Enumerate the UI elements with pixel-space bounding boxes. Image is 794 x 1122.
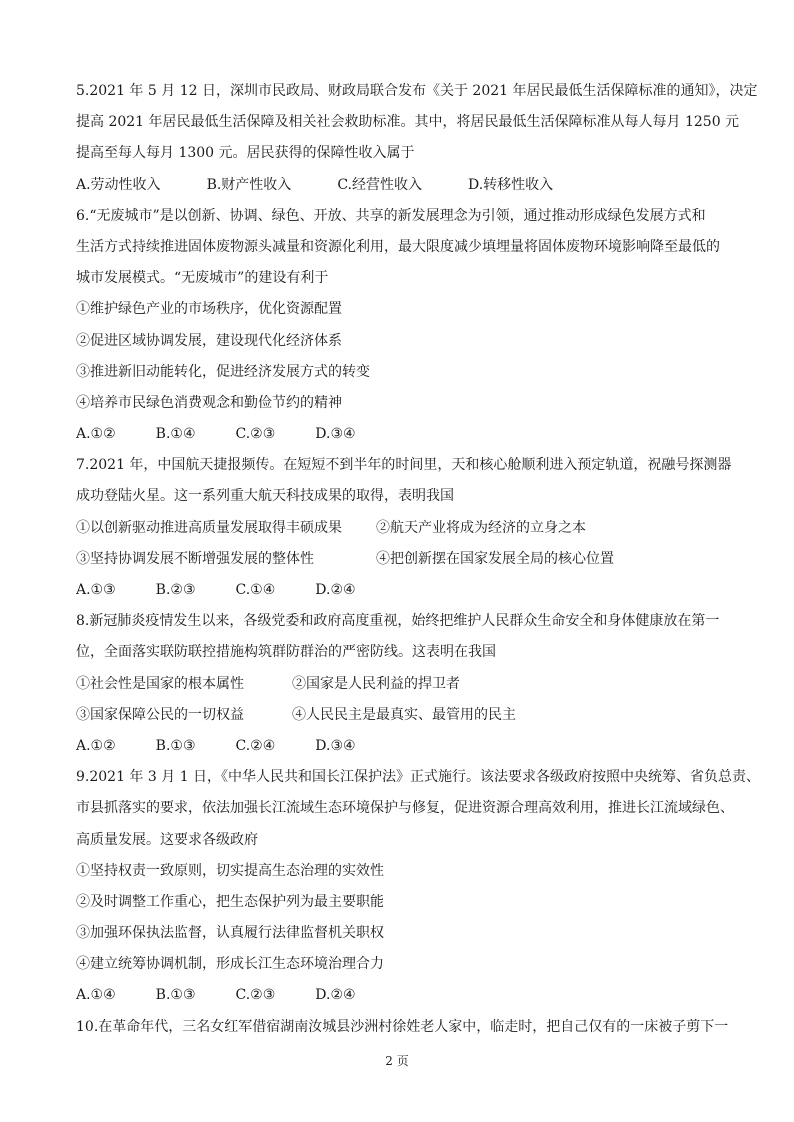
option-d: D.转移性收入: [467, 176, 554, 193]
question-10: [76, 1012, 729, 1043]
question-stem-line: 9.2021 年 3 月 1 日，《中华人民共和国长江保护法》正式施行。该法要求各级政府按照中央统筹、省负总责、: [76, 769, 761, 786]
option-a: A.①④: [76, 987, 116, 1004]
question-stem-line: 城市发展模式。“无废城市”的建设有利于: [76, 270, 329, 287]
answer-options: [76, 170, 722, 201]
answer-options: [76, 575, 722, 606]
question-stem-line: 市县抓落实的要求，依法加强长江流域生态环境保护与修复，促进资源合理高效利用，推进长江流域绿色、: [76, 800, 734, 817]
option-a: A.劳动性收入: [76, 176, 161, 193]
option-c: C.②④: [235, 737, 276, 754]
option-c: C.②③: [235, 987, 276, 1004]
answer-options: [76, 980, 722, 1011]
question-stem-line: 生活方式持续推进固体废物源头减量和资源化利用，最大限度减少填埋量将固体废物环境影响降至最低的: [76, 238, 720, 255]
question-5: [76, 76, 758, 201]
option-d: D.②④: [315, 582, 356, 598]
statement-row: [76, 669, 722, 700]
question-stem-line: 6.“无废城市”是以创新、协调、绿色、开放、共享的新发展理念为引领，通过推动形成绿色发展方式和: [76, 207, 706, 224]
statement-item: ①以创新驱动推进高质量发展取得丰硕成果: [76, 519, 342, 536]
statement-item: ②促进区域协调发展，建设现代化经济体系: [76, 332, 342, 349]
statement-item: ②航天产业将成为经济的立身之本: [376, 519, 586, 536]
option-b: B.②③: [155, 582, 196, 598]
question-stem-line: 10.在革命年代，三名女红军借宿湖南汝城县沙洲村徐姓老人家中，临走时，把自己仅有的一床被子剪下一: [76, 1018, 729, 1035]
statement-item: ①社会性是国家的根本属性: [76, 675, 244, 692]
question-stem-line: 5.2021 年 5 月 12 日，深圳市民政局、财政局联合发布《关于 2021 年居民最低生活保障标准的通知》，决定: [76, 83, 758, 99]
statement-row: [76, 513, 722, 544]
statement-item: ③国家保障公民的一切权益: [76, 706, 244, 723]
question-stem-line: 位，全面落实联防联控措施构筑群防群治的严密防线。这表明在我国: [76, 644, 496, 661]
option-a: A.①②: [76, 737, 116, 754]
question-8: [76, 606, 722, 762]
option-b: B.①④: [155, 426, 196, 443]
question-7: [76, 450, 732, 606]
answer-options: [76, 731, 722, 762]
page-number: 2 页: [385, 1054, 409, 1068]
statement-item: ④人民民主是最真实、最管用的民主: [292, 706, 516, 723]
answer-options: [76, 419, 722, 450]
option-d: D.②④: [315, 987, 356, 1004]
question-stem-line: 高质量发展。这要求各级政府: [76, 831, 258, 848]
option-a: A.①②: [76, 426, 116, 443]
statement-row: [76, 544, 722, 575]
statement-item: ④建立统筹协调机制，形成长江生态环境治理合力: [76, 956, 384, 973]
option-c: C.经营性收入: [337, 176, 422, 193]
statement-item: ④培养市民绿色消费观念和勤俭节约的精神: [76, 394, 342, 411]
option-d: D.③④: [315, 737, 356, 754]
question-6: [76, 201, 722, 451]
option-b: B.财产性收入: [206, 176, 292, 193]
exam-page: [76, 76, 761, 1043]
option-b: B.①③: [155, 737, 196, 754]
question-9: [76, 762, 761, 1012]
statement-item: ①维护绿色产业的市场秩序，优化资源配置: [76, 301, 342, 318]
statement-item: ①坚持权责一致原则，切实提高生态治理的实效性: [76, 862, 384, 879]
option-c: C.②③: [235, 426, 276, 443]
option-d: D.③④: [315, 426, 356, 443]
statement-item: ③加强环保执法监督，认真履行法律监督机关职权: [76, 925, 384, 942]
option-c: C.①④: [235, 582, 276, 598]
question-stem-line: 8.新冠肺炎疫情发生以来，各级党委和政府高度重视，始终把维护人民群众生命安全和身体健康放在第一: [76, 613, 720, 630]
statement-item: ④把创新摆在国家发展全局的核心位置: [376, 550, 614, 567]
statement-item: ③坚持协调发展不断增强发展的整体性: [76, 550, 314, 567]
statement-item: ②及时调整工作重心，把生态保护列为最主要职能: [76, 893, 384, 910]
question-stem-line: 提高至每人每月 1300 元。居民获得的保障性收入属于: [76, 145, 415, 162]
question-stem-line: 7.2021 年，中国航天捷报频传。在短短不到半年的时间里，天和核心舱顺利进入预定轨道，祝融号探测器: [76, 457, 732, 474]
statement-item: ②国家是人民利益的捍卫者: [292, 675, 460, 692]
statement-row: [76, 700, 722, 731]
statement-item: ③推进新旧动能转化，促进经济发展方式的转变: [76, 363, 370, 380]
question-stem-line: 成功登陆火星。这一系列重大航天科技成果的取得，表明我国: [76, 488, 454, 505]
question-stem-line: 提高 2021 年居民最低生活保障及相关社会救助标准。其中，将居民最低生活保障标准从每人每月 1250 元: [76, 114, 740, 131]
option-b: B.①③: [155, 987, 196, 1004]
option-a: A.①③: [76, 582, 116, 598]
